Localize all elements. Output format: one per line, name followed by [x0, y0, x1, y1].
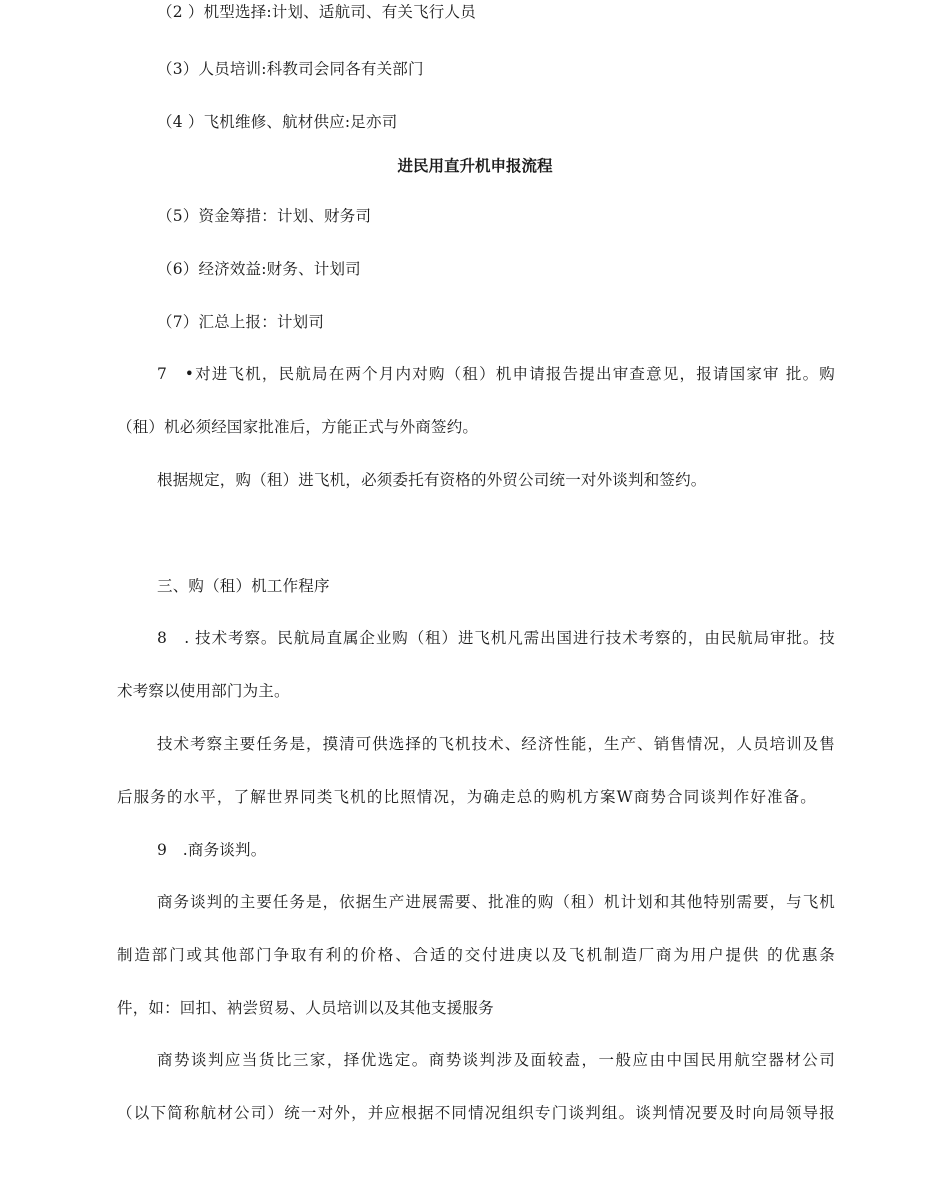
list-item-funding: （5）资金筹措：计划、财务司	[157, 207, 372, 225]
list-item-summary-report: （7）汇总上报：计划司	[157, 313, 325, 331]
paragraph-9: 9 .商务谈判。	[157, 841, 267, 859]
paragraph-business-line-2: 制造部门或其他部门争取有利的价格、合适的交付进庚以及飞机制造厂商为用户提供 的优惠条	[117, 946, 835, 964]
paragraph-7-line-1: 7 •对进飞机，民航局在两个月内对购（租）机申请报告提出审查意见，报请国家审 批。购	[157, 365, 835, 383]
list-item-aircraft-selection: （2 ）机型选择:计划、适航司、有关飞行人员	[157, 3, 476, 21]
paragraph-negotiation-line-1: 商势谈判应当货比三家，择优选定。商势谈判涉及面较盍，一般应由中国民用航空器材公司	[157, 1051, 835, 1069]
paragraph-8-line-2: 术考察以使用部门为主。	[117, 682, 290, 700]
paragraph-7-line-2: （租）机必须经国家批准后，方能正式与外商签约。	[117, 418, 479, 436]
paragraph-tech-line-1: 技术考察主要任务是，摸清可供选择的飞机技术、经济性能，生产、销售情况，人员培训及售	[157, 735, 835, 753]
section-heading: 进民用直升机申报流程	[397, 157, 553, 175]
paragraph-tech-line-2: 后服务的水平，了解世界同类飞机的比照情况，为确走总的购机方案W商势合同谈判作好准备。	[117, 788, 816, 806]
list-item-personnel-training: （3）人员培训:科教司会同各有关部门	[157, 60, 424, 78]
paragraph-negotiation-line-2: （以下简称航材公司）统一对外，并应根据不同情况组织专门谈判组。谈判情况要及时向局领导报	[117, 1104, 835, 1122]
paragraph-regulation: 根据规定，购（租）进飞机，必须委托有资格的外贸公司统一对外谈判和签约。	[157, 471, 707, 489]
section-3-title: 三、购（租）机工作程序	[157, 577, 330, 595]
paragraph-business-line-1: 商务谈判的主要任务是，依据生产进展需要、批准的购（租）机计划和其他特别需要，与飞机	[157, 893, 835, 911]
list-item-economic-benefit: （6）经济效益:财务、计划司	[157, 260, 361, 278]
paragraph-8-line-1: 8 . 技术考察。民航局直属企业购（租）进飞机凡需出国进行技术考察的，由民航局审批。技	[157, 629, 835, 647]
paragraph-business-line-3: 件，如：回扣、衲尝贸易、人员培训以及其他支援服务	[117, 999, 494, 1017]
list-item-maintenance-supply: （4 ）飞机维修、航材供应:足亦司	[157, 113, 398, 131]
